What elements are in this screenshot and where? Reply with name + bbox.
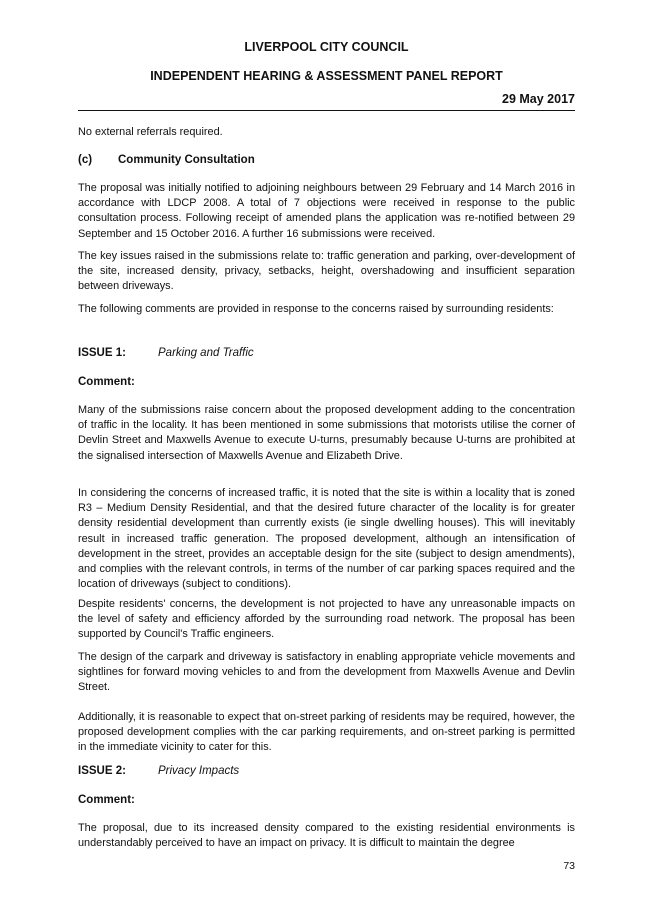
header-rule bbox=[78, 110, 575, 111]
many-submissions-paragraph: Many of the submissions raise concern about the proposed development adding to the concentration of traffic in the locality. It has been mentioned in some submissions that motorists utilise the corner of Devlin Street and Maxwells Avenue to execute U-turns, presumably because U-turns are prohibited at the signalised intersection of Maxwells Avenue and Elizabeth Drive. bbox=[78, 404, 575, 462]
privacy-paragraph: The proposal, due to its increased density compared to the existing residential environments is understandably perceived to have an impact on privacy. It is difficult to maintain the degree bbox=[78, 822, 575, 850]
issue-1-title: Parking and Traffic bbox=[158, 347, 254, 359]
page-number: 73 bbox=[563, 860, 575, 872]
report-date: 29 May 2017 bbox=[502, 92, 575, 106]
council-name: LIVERPOOL CITY COUNCIL bbox=[244, 40, 409, 54]
residents-concerns-paragraph: Despite residents' concerns, the development is not projected to have any unreasonable impacts on the level of safety and efficiency afforded by the surrounding road network. The proposal has been supported by Council's Traffic engineers. bbox=[78, 598, 575, 641]
increased-traffic-paragraph: In considering the concerns of increased traffic, it is noted that the site is within a locality that is zoned R3 – Medium Density Residential, and that the desired future character of the locality is for greater density residential development than currently exists (ie single dwelling houses). This will inevitably result in increased traffic generation. The proposed development, although an intensification of development in the street, provides an acceptable design for the site (subject to design amendments), and complies with the relevant controls, in terms of the number of car parking spaces required and the location of driveways (subject to conditions). bbox=[78, 487, 575, 591]
following-comments-paragraph: The following comments are provided in response to the concerns raised by surrounding residents: bbox=[78, 303, 554, 315]
issue-2-heading bbox=[78, 765, 239, 777]
section-number: (c) bbox=[78, 154, 93, 166]
key-issues-paragraph: The key issues raised in the submissions relate to: traffic generation and parking, over-development of the site, increased density, privacy, setbacks, height, overshadowing and insufficient separation between driveways. bbox=[78, 250, 575, 293]
section-heading bbox=[78, 154, 255, 166]
issue-1-heading bbox=[78, 347, 254, 359]
section-title: Community Consultation bbox=[118, 154, 255, 166]
report-title: INDEPENDENT HEARING & ASSESSMENT PANEL REPORT bbox=[150, 69, 503, 83]
on-street-parking-paragraph: Additionally, it is reasonable to expect that on-street parking of residents may be required, however, the proposed development complies with the car parking requirements, and on-street parking is permitted in the immediate vicinity to cater for this. bbox=[78, 711, 575, 754]
issue-1-label: ISSUE 1: bbox=[78, 347, 126, 359]
comment-label-2: Comment: bbox=[78, 794, 135, 806]
issue-2-title: Privacy Impacts bbox=[158, 765, 240, 777]
issue-2-label: ISSUE 2: bbox=[78, 765, 126, 777]
notification-paragraph: The proposal was initially notified to adjoining neighbours between 29 February and 14 March 2016 in accordance with LDCP 2008. A total of 7 objections were received in response to the public consultation process. Following receipt of amended plans the application was re-notified between 29 September and 15 October 2016. A further 16 submissions were received. bbox=[78, 182, 575, 240]
referrals-paragraph: No external referrals required. bbox=[78, 126, 223, 138]
comment-label-1: Comment: bbox=[78, 376, 135, 388]
carpark-design-paragraph: The design of the carpark and driveway is satisfactory in enabling appropriate vehicle movements and sightlines for forward moving vehicles to and from the development from Maxwells Avenue and Devlin Street. bbox=[78, 651, 575, 694]
